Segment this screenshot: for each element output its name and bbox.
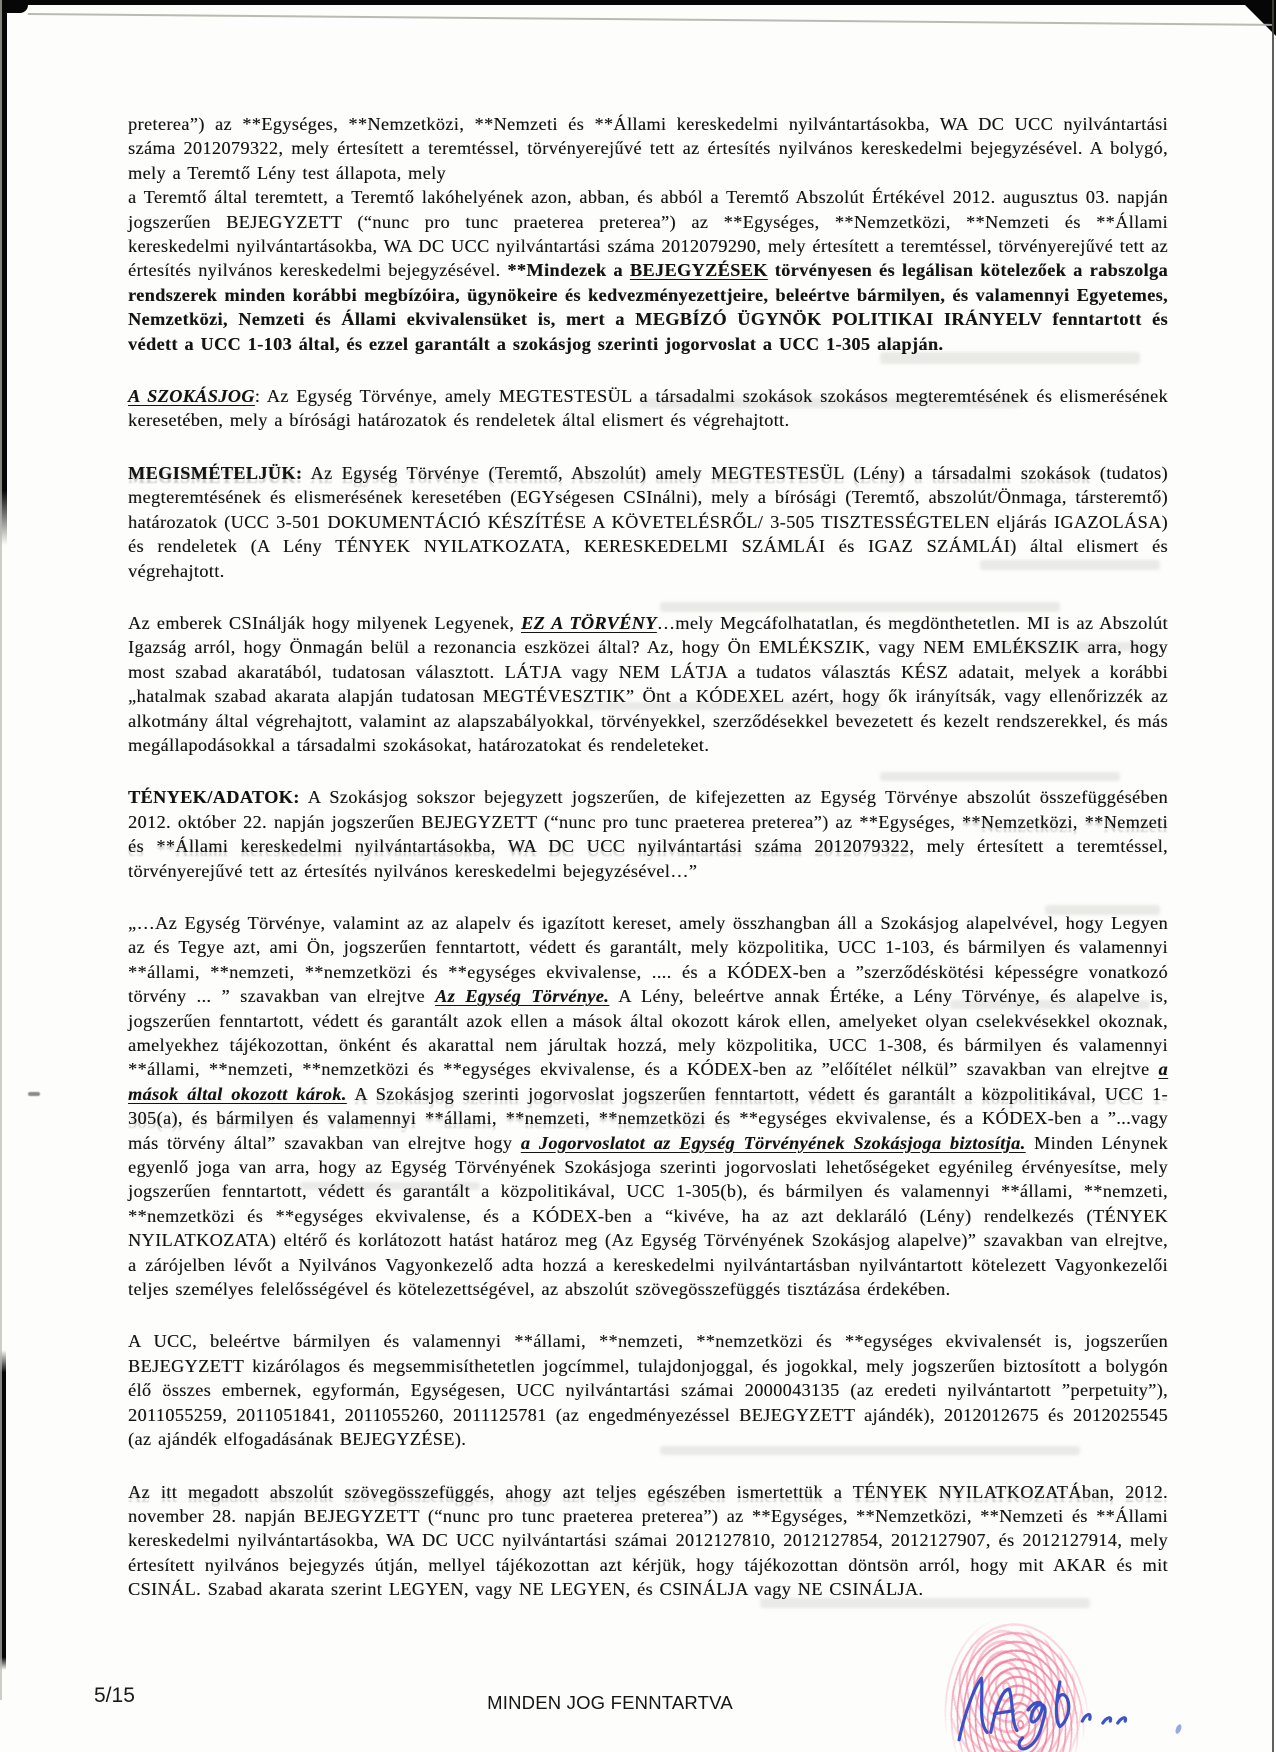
signature [946, 1666, 1170, 1752]
signature-stroke [1019, 1702, 1045, 1748]
signature-stroke [959, 1678, 987, 1740]
text-segment: A Lény, beleértve annak Értéke, a Lény Törvénye, és alapelve is, jogszerűen fenntartott, védett és garantált azok ellen a mások által okozott károk ellen, amelyeket olyan cselekvésekkel okoznak, amelyekhez tájékozottan, önként és akarattal nem járultak hozzá, mely közpolitika, UCC 1-308, és bármilyen és valamennyi **állami, **nemzeti, **nemzetközi és **egységes ekvivalense, és a KÓDEX-ben az ”előítélet nélkül” szavakban van elrejtve [128, 986, 1168, 1080]
text-segment: EZ A TÖRVÉNY [520, 612, 657, 633]
text-segment: …mely Megcáfolhatatlan, és megdönthetetlen. MI is az Abszolút Igazság arról, hogy Önmagán belül a rezonancia eszközei által? Az, hogy Ön EMLÉKSZIK, vagy NEM EMLÉKSZIK arra, hogy most szabad akaratából, tudatosan választott. LÁTJA vagy NEM LÁTJA a tudatos választás KÉSZ adatait, melyek a korábbi „hatalmak szabad akarata alapján tudatosan MEGTÉVESZTIK” Önt a KÓDEXEL azért, hogy ők irányítsák, vagy ellenőrizzék az alkotmány által végrehajtott, valamint az alapszabályokkal, törvényekkel, szerződésekkel bevezetett és kezelt rendszerekkel, és más megállapodásokkal a társadalmi szokásokat, határozatokat és rendeleteket. [128, 612, 1168, 755]
text-segment: A SZOKÁSJOG [128, 386, 255, 407]
text-segment: A Szokásjog szerinti jogorvoslat jogszerűen fenntartott, védett és garantált a közpolitikával, UCC 1-305(a), és bármilyen és valamennyi **állami, **nemzeti, **nemzetközi és [128, 1083, 1168, 1129]
text-segment: A UCC, beleértve bármilyen és valamennyi **állami, **nemzeti, **nemzetközi és **egységes ekvivalensét is, jogszerűen BEJEGYZETT kizárólagos és megsemmisíthetetlen jogcímmel, tulajdonjoggal, és jogokkal, mely jogszerűen biztosított a bolygón élő összes embernek, egyformán, Egységesen, UCC nyilvántartási számai 2000043135 (az eredeti nyilvántartott ”perpetuity”), 2011055259, 2011051841, 2011055260, 2011125781 (az engedményezéssel BEJEGYZETT ajándék), 2012012675 és 2012025545 (az ajándék elfogadásának BEJEGYZÉSE). [128, 1331, 1168, 1450]
text-segment: Az itt megadott abszolút szövegösszefüggés, ahogy azt teljes egészében ismertettük a TÉNYEK NYILATKOZATÁban, 2012. [128, 1481, 1168, 1502]
paragraph-egyseg-torvenye [128, 911, 1168, 1302]
text-segment: Az Egység Törvénye (Teremtő, Abszolút) amely MEGTESTESÜL (Lény) a társadalmi szokások [302, 462, 1091, 483]
text-segment: A Szokásjog sokszor bejegyzett jogszerűen, de kifejezetten az Egység Törvénye abszolút összefüggésében 2012. október 22. napján jogszerűen BEJEGYZETT (“nunc pro tunc praeterea preterea”) az **Egységes, [128, 787, 1168, 832]
text-segment: : Az Egység Törvénye, amely MEGTESTESÜL a társadalmi szokások szokásos megteremtésének és elismerésének keresetében, mely a bírósági határozatok és rendeletek által elismert és végrehajtott. [128, 386, 1168, 431]
scan-edge-right [1272, 0, 1274, 1752]
text-segment: **Nemzetközi, **Nemzeti és **Állami kereskedelmi nyilvántartásokba, WA DC UCC nyilvántartási száma 2012079322, [128, 811, 1169, 857]
paragraph-zaras [128, 1480, 1168, 1602]
text-segment: BEJEGYZÉSEK [629, 260, 768, 281]
paragraph-ucc-szamok [128, 1329, 1168, 1451]
margin-speck-artifact [28, 1092, 40, 1096]
paragraph-szokasjog [128, 384, 1168, 433]
text-segment: Az Egység Törvénye. [435, 986, 610, 1007]
paragraph-megismeteljuk [128, 461, 1168, 583]
scan-edge-left-hairline [0, 0, 2, 1700]
signature-stroke [1082, 1715, 1090, 1722]
text-segment: TÉNYEK/ADATOK: [128, 787, 300, 808]
signature-ink-dot [1174, 1723, 1182, 1734]
scan-edge-top [0, 0, 1276, 5]
document-body [128, 112, 1168, 1630]
text-segment: mely értesített a teremtéssel, törvényerejűvé tett az értesítés nyilvános kereskedelmi bejegyzésével…” [128, 836, 1168, 881]
scan-corner-top-right [1240, 0, 1276, 36]
text-segment: törvényesen és legálisan kötelezőek a rabszolga rendszerek minden korábbi megbízóira, ügynökeire és kedvezményezettjeire, beleértve bármilyen, és valamennyi Egyetemes, Nemzetközi, Nemzeti és Állami ekvivalensüket is, mert a MEGBÍZÓ ÜGYNÖK POLITIKAI IRÁNYELV fenntartott és védett a UCC 1-103 által, és ezzel garantált a szokásjog szerinti jogorvoslat a UCC 1-305 alapján. [128, 260, 1168, 354]
paragraph-registrations [128, 112, 1168, 356]
page-number: 5/15 [94, 1684, 135, 1707]
text-segment: **egységes ekvivalense, és a KÓDEX-ben a ”...vagy más törvény által” szavakban van elrejtve hogy [128, 1108, 1168, 1153]
scan-paper-edge-line [28, 13, 1272, 26]
text-segment: Az emberek CSInálják hogy milyenek Legyenek, [128, 612, 521, 633]
text-segment: Minden Lénynek egyenlő joga van arra, hogy az Egység Törvényének Szokásjoga szerinti jogorvoslati lehetőségeket egyénileg érvényesítse, mely jogszerűen fenntartott, védett és garantált a közpolitikával, UCC 1-305(b), és bármilyen és valamennyi **állami, **nemzeti, **nemzetközi és **egységes ekvivalense, és a KÓDEX-ben a “kivéve, ha az azt deklaráló (Lény) rendelkezés (TÉNYEK NYILATKOZATA) eltérő és korlátozott hatást határoz meg (Az Egység Törvényének Szokásjog alapelve)” szavakban van elrejtve, a zárójelben lévőt a Nyilvános Vagyonkezelő adta hozzá a kereskedelmi nyilvántartásban nyilvántartott kötelezett Vagyonkezelői teljes személyes felelősségével és kötelezettségével, az abszolút szövegösszefüggés tisztázása érdekében. [128, 1132, 1168, 1300]
text-segment: a Jogorvoslatot az Egység Törvényének Szokásjoga biztosítja. [520, 1132, 1026, 1153]
text-segment: november 28. napján BEJEGYZETT (“nunc pro tunc praeterea preterea”) az **Egységes, **Nemzetközi, **Nemzeti és **Állami kereskedelmi nyilvántartásokba, WA DC UCC nyilvántartási számai 2012127810, 2012127854, 2012127907, és 2012127914, mely értesített nyilvános bejegyzés útján, mellyel tájékozottan azt kérjük, hogy tájékozottan döntsön arról, hogy mit AKAR és mit CSINÁL. Szabad akarata szerint LEGYEN, vagy NE LEGYEN, és CSINÁLJA vagy NE CSINÁLJA. [128, 1505, 1168, 1600]
rights-reserved-text: MINDEN JOG FENNTARTVA [487, 1692, 733, 1713]
text-segment: (tudatos) megteremtésének és elismerésének keresetében (EGYségesen CSInálni), mely a bírósági (Teremtő, abszolút/Önmaga, társteremtő) határozatok (UCC 3-501 DOKUMENTÁCIÓ KÉSZÍTÉSE A KÖVETELÉSRŐL/ 3-505 TISZTESSÉGTELEN eljárás IGAZOLÁSA) és rendeletek (A Lény TÉNYEK NYILATKOZATA, KERESKEDELMI SZÁMLÁI és IGAZ SZÁMLÁI) által elismert és végrehajtott. [128, 462, 1168, 581]
paragraph-tenyek-adatok [128, 785, 1168, 883]
text-segment: MEGISMÉTELJÜK: [128, 462, 303, 483]
text-segment: **Mindezek a [507, 260, 630, 281]
text-segment: a Teremtő által teremtett, a Teremtő lakóhelyének azon, abban, és abból a Teremtő Abszolút Értékével 2012. augusztus 03. napján jogszerűen BEJEGYZETT (“nunc pro tunc praeterea preterea”) az **Egységes, **Nemzetközi, **Nemzeti és **Állami kereskedelmi nyilvántartásokba, WA DC UCC nyilvántartási száma 2012079290, mely értesített a teremtéssel, törvényerejűvé tett az értesítés nyilvános kereskedelmi bejegyzésével. [128, 187, 1168, 281]
text-segment: a mások által okozott károk. [128, 1059, 1168, 1104]
signature-stroke [1103, 1718, 1111, 1723]
paragraph-ez-a-torveny [128, 611, 1168, 757]
text-segment: preterea”) az **Egységes, **Nemzetközi, **Nemzeti és **Állami kereskedelmi nyilvántartásokba, WA DC UCC nyilvántartási száma 2012079322, mely értesített a teremtéssel, törvényerejűvé tett az értesítés nyilvános kereskedelmi bejegyzésével. A bolygó, mely a Teremtő Lény test állapota, mely [128, 114, 1168, 183]
signature-stroke [1056, 1682, 1068, 1727]
text-segment: „…Az Egység Törvénye, valamint az az alapelv és igazított kereset, amely összhangban áll a Szokásjog alapelvével, hogy Legyen az és Tegye azt, ami Ön, jogszerűen fenntartott, védett és garantált, mely közpolitika, UCC 1-103, és bármilyen és valamennyi **állami, **nemzeti, **nemzetközi és **egységes ekvivalense, .... és a KÓDEX-ben a ”szerződéskötési képességre vonatkozó törvény ... ” szavakban van elrejtve [128, 912, 1168, 1007]
signature-stroke [1118, 1718, 1126, 1723]
